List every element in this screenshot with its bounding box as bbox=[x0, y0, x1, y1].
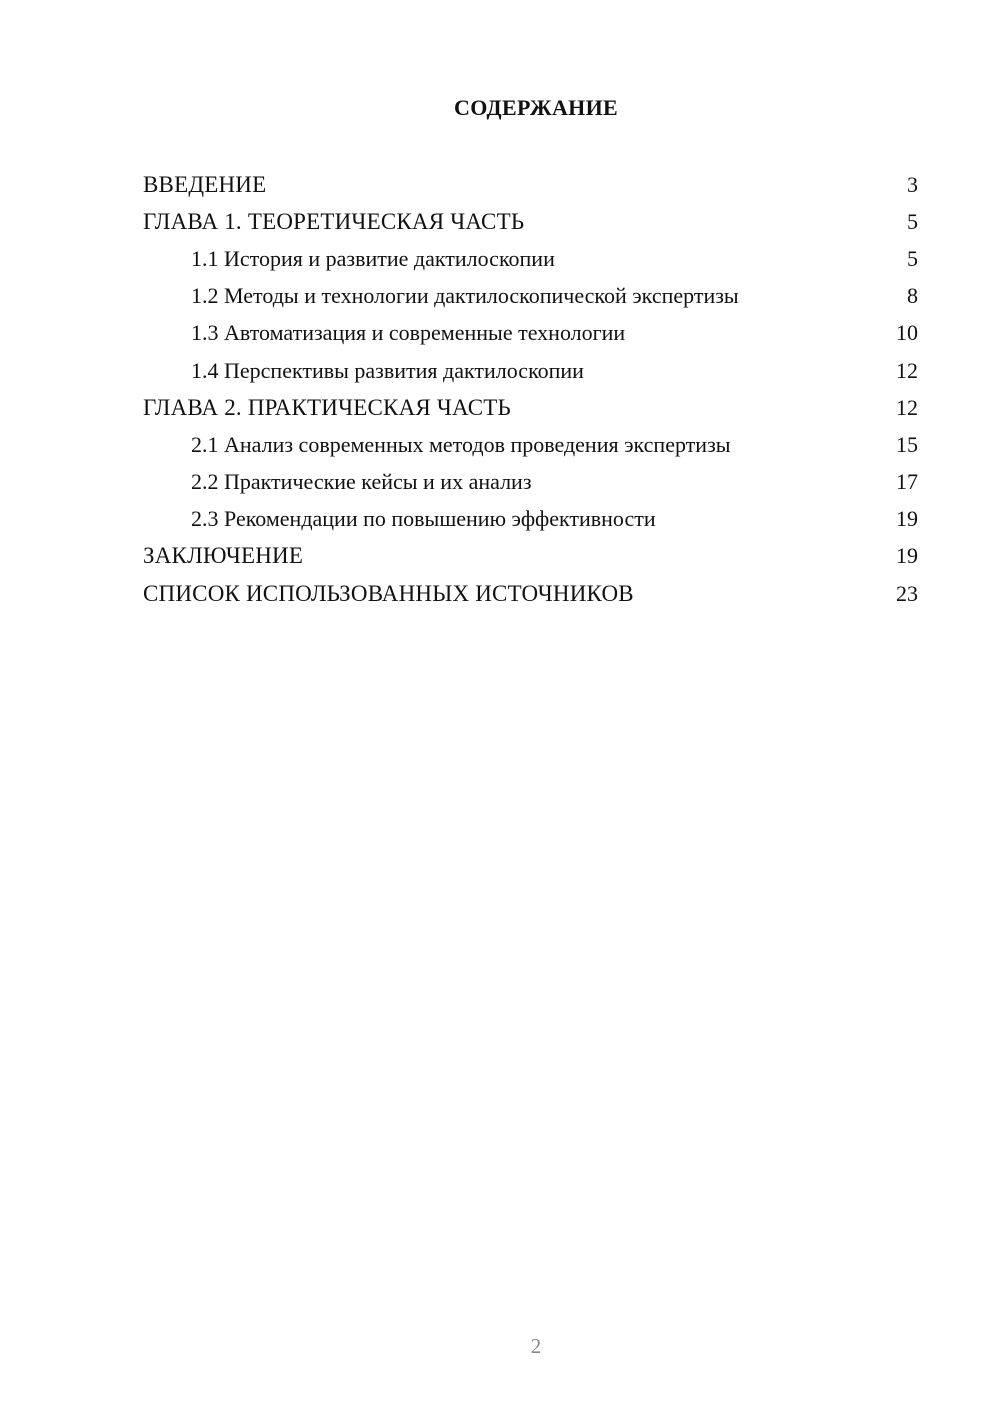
toc-entry-page: 3 bbox=[907, 171, 918, 197]
toc-entry-label: 1.3 Автоматизация и современные технологии bbox=[191, 320, 626, 346]
page-number: 2 bbox=[530, 1334, 542, 1358]
toc-entry-section-2-1[interactable] bbox=[143, 426, 918, 463]
toc-entry-page: 8 bbox=[907, 283, 918, 309]
toc-entry-label: 1.4 Перспективы развития дактилоскопии bbox=[191, 357, 584, 383]
toc-entry-label: 2.2 Практические кейсы и их анализ bbox=[191, 469, 532, 495]
toc-entry-section-1-4[interactable] bbox=[143, 352, 918, 389]
toc-entry-label: ВВЕДЕНИЕ bbox=[143, 171, 267, 197]
toc-entry-label: 2.1 Анализ современных методов проведения экспертизы bbox=[191, 431, 731, 457]
toc-entry-section-2-2[interactable] bbox=[143, 464, 918, 501]
toc-entry-page: 19 bbox=[896, 543, 918, 569]
toc-entry-introduction[interactable] bbox=[143, 166, 918, 203]
toc-entry-references[interactable] bbox=[143, 575, 918, 612]
table-of-contents bbox=[143, 166, 918, 612]
toc-entry-page: 12 bbox=[896, 394, 918, 420]
toc-entry-section-2-3[interactable] bbox=[143, 501, 918, 538]
toc-entry-chapter-2[interactable] bbox=[143, 389, 918, 426]
toc-entry-section-1-3[interactable] bbox=[143, 315, 918, 352]
toc-entry-section-1-1[interactable] bbox=[143, 240, 918, 277]
toc-title: СОДЕРЖАНИЕ bbox=[454, 95, 618, 120]
toc-entry-page: 19 bbox=[896, 506, 918, 532]
toc-entry-page: 15 bbox=[896, 431, 918, 457]
toc-entry-label: 1.1 История и развитие дактилоскопии bbox=[191, 245, 555, 271]
toc-entry-label: 1.2 Методы и технологии дактилоскопической экспертизы bbox=[191, 283, 739, 309]
toc-entry-conclusion[interactable] bbox=[143, 538, 918, 575]
toc-entry-page: 17 bbox=[896, 469, 918, 495]
toc-entry-page: 10 bbox=[896, 320, 918, 346]
toc-entry-page: 5 bbox=[907, 208, 918, 234]
toc-entry-label: ГЛАВА 2. ПРАКТИЧЕСКАЯ ЧАСТЬ bbox=[143, 394, 511, 420]
toc-entry-page: 23 bbox=[896, 580, 918, 606]
toc-entry-label: СПИСОК ИСПОЛЬЗОВАННЫХ ИСТОЧНИКОВ bbox=[143, 580, 634, 606]
toc-entry-page: 5 bbox=[907, 245, 918, 271]
toc-entry-label: ГЛАВА 1. ТЕОРЕТИЧЕСКАЯ ЧАСТЬ bbox=[143, 208, 525, 234]
toc-entry-chapter-1[interactable] bbox=[143, 203, 918, 240]
toc-entry-section-1-2[interactable] bbox=[143, 278, 918, 315]
toc-entry-page: 12 bbox=[896, 357, 918, 383]
toc-entry-label: ЗАКЛЮЧЕНИЕ bbox=[143, 543, 304, 569]
toc-entry-label: 2.3 Рекомендации по повышению эффективности bbox=[191, 506, 656, 532]
